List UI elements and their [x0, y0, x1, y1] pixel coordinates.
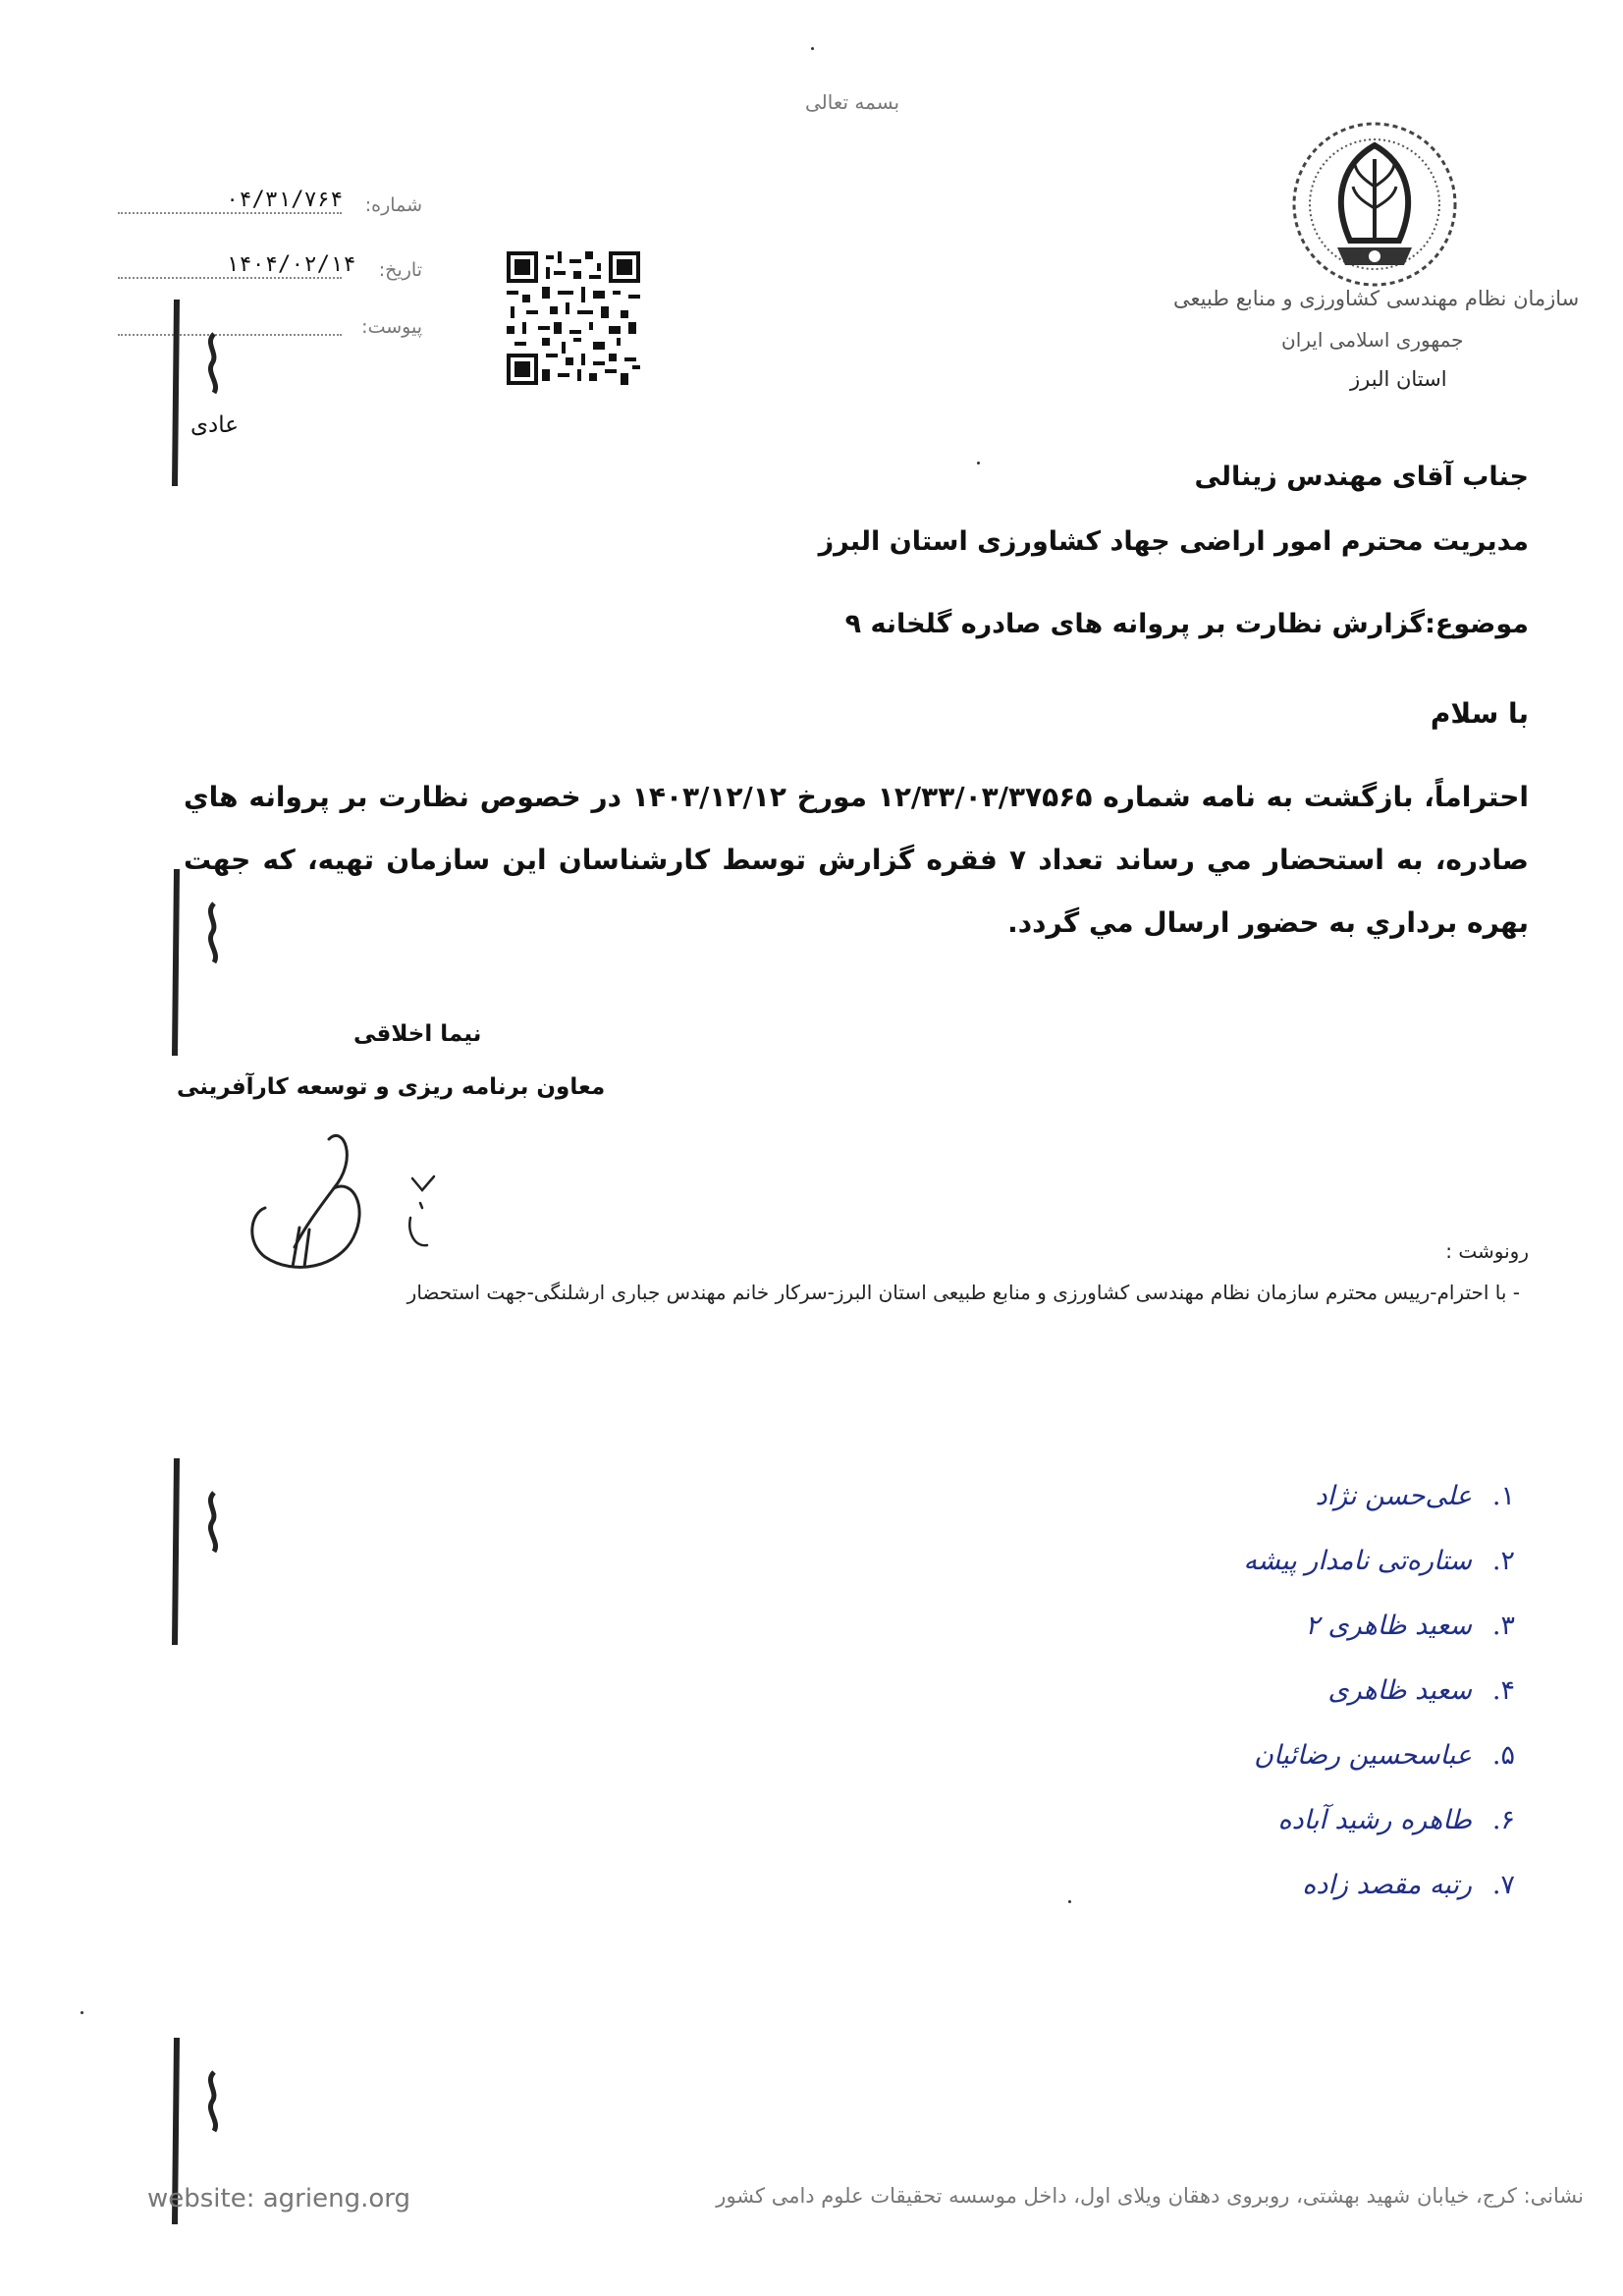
cc-recipient-line: - با احترام-رییس محترم سازمان نظام مهندسی کشاورزی و منابع طبیعی استان البرز-سرکار خانم مهندس جباری ارشلنگی-جهت استحضار: [406, 1281, 1520, 1304]
basmala-heading: بسمه تعالی: [805, 90, 900, 114]
handwritten-signature-icon: [236, 1120, 461, 1306]
department-line: مدیریت محترم امور اراضی جهاد کشاورزی استان البرز: [818, 526, 1529, 557]
list-item: ۱. علی‌حسن نژاد: [1315, 1480, 1515, 1511]
recipient-line: جناب آقای مهندس زینالی: [1194, 462, 1529, 492]
signer-name: نیما اخلاقی: [353, 1021, 482, 1047]
leaf-gear-emblem-icon: [1276, 118, 1473, 290]
letter-number-field: [118, 187, 422, 220]
priority-label: عادی: [190, 412, 239, 438]
letter-body-paragraph: احتراماً، بازگشت به نامه شماره ۱۲/۳۳/۰۳/۳۷۵۶۵ مورخ ۱۴۰۳/۱۲/۱۲ در خصوص نظارت بر پروانه هاي صادره، به استحضار مي رساند تعداد ۷ فقره گزارش توسط کارشناسان این سازمان تهیه، که جهت بهره برداري به حضور ارسال مي گردد.: [184, 781, 1529, 939]
org-name-line: سازمان نظام مهندسی کشاورزی و منابع طبیعی: [1173, 287, 1580, 310]
list-item: ۴. سعید ظاهری: [1327, 1674, 1515, 1706]
binding-mark-icon: [165, 1453, 234, 1650]
letter-date-field: [118, 251, 422, 285]
list-item: ۵. عباسحسین رضائیان: [1254, 1739, 1515, 1771]
letter-number-value: ۰۴/۳۱/۷۶۴: [226, 188, 344, 212]
greeting-line: با سلام: [1430, 697, 1529, 730]
footer-website: website: agrieng.org: [147, 2184, 410, 2214]
binding-mark-icon: [165, 864, 234, 1061]
list-item: ۷. رتبه مقصد زاده: [1302, 1869, 1515, 1900]
attachment-field: [118, 308, 422, 342]
cc-label: رونوشت :: [1445, 1239, 1529, 1263]
letter-date-value: ۱۴۰۴/۰۲/۱۴: [226, 252, 356, 277]
org-country-line: جمهوری اسلامی ایران: [1281, 328, 1464, 352]
letter-number-label: شماره:: [364, 194, 422, 216]
qr-code-icon: [507, 251, 640, 385]
list-item: ۶. طاهره رشید آباده: [1277, 1804, 1515, 1835]
letter-date-label: تاریخ:: [378, 259, 422, 281]
org-province-line: استان البرز: [1350, 367, 1447, 391]
list-item: ۳. سعید ظاهری ۲: [1305, 1610, 1515, 1641]
list-item: ۲. ستاره‌تی نامدار پیشه: [1243, 1545, 1515, 1576]
subject-line: موضوع:گزارش نظارت بر پروانه های صادره گلخانه ۹: [844, 609, 1529, 639]
attachment-label: پیوست:: [361, 316, 422, 338]
footer-address: نشانی: کرج، خیابان شهید بهشتی، روبروی دهقان ویلای اول، داخل موسسه تحقیقات علوم دامی کشور: [716, 2184, 1584, 2208]
handwritten-expert-list: [1142, 1463, 1515, 1917]
binding-mark-icon: [165, 295, 234, 491]
signer-title: معاون برنامه ریزی و توسعه کارآفرینی: [177, 1074, 606, 1100]
